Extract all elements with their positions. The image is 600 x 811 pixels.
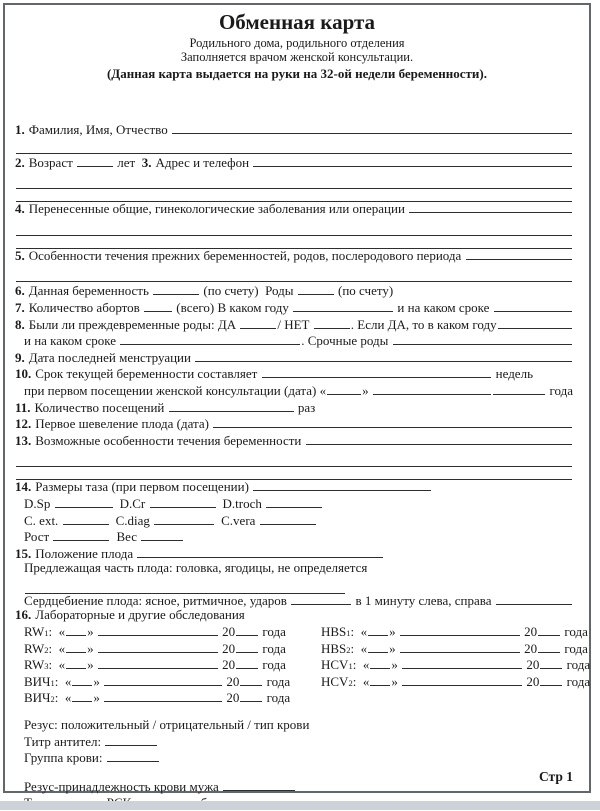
row-5-prev-pregnancies	[15, 247, 573, 264]
form-text: »	[391, 657, 402, 673]
blank-field	[293, 299, 393, 312]
row-16-lab-tests	[15, 608, 573, 623]
item-number: 12.	[15, 416, 32, 432]
row-rhesus-blood	[15, 718, 573, 733]
lab-row-rw3-hcv1	[15, 656, 591, 673]
form-text: »	[389, 640, 399, 656]
spacer	[533, 377, 573, 378]
item-number: 16.	[15, 607, 32, 623]
form-text: »	[362, 382, 372, 398]
document-note: (Данная карта выдается на руки на 32-ой недели беременности).	[106, 66, 488, 81]
row-13-cont-line2	[15, 467, 573, 478]
lab-col-left: ВИЧ 1 : « » 20 года	[24, 673, 291, 689]
form-text: Количество абортов	[28, 299, 144, 315]
row-15-presenting-part	[15, 561, 573, 576]
blank-field	[402, 656, 522, 669]
blank-field	[493, 382, 545, 395]
form-text: года	[561, 624, 588, 640]
blank-field	[144, 299, 172, 312]
blank-field	[370, 673, 390, 686]
lab-col-right: HCV 2 : « » 20 года	[321, 673, 591, 689]
form-text: (всего) В каком году	[173, 299, 293, 315]
fill-line	[409, 200, 572, 213]
row-14-c-measurements	[15, 512, 573, 529]
item-number: 2.	[15, 154, 25, 170]
lab-col-left: RW 2 : « » 20 года	[24, 640, 286, 656]
row-3-cont-line	[15, 176, 573, 187]
form-text: Титр антител:	[24, 733, 105, 749]
form-text: Дата последней менструации	[28, 349, 195, 365]
row-13-pregnancy-features	[15, 432, 573, 449]
form-text: 20	[523, 657, 540, 673]
fill-line	[498, 316, 572, 329]
blank-field	[66, 656, 86, 669]
form-text: года	[546, 382, 573, 398]
blank-field	[402, 673, 522, 686]
blank-field	[253, 478, 431, 491]
lab-col-left: ВИЧ 2 : « » 20 года	[24, 690, 291, 706]
blank-field	[98, 656, 218, 669]
form-text: в 1 минуту слева, справа	[352, 592, 495, 608]
exchange-card-page	[3, 3, 591, 793]
row-15-heartbeat	[15, 592, 573, 609]
item-number: 9.	[15, 349, 25, 365]
form-text: года	[263, 690, 291, 706]
form-text: года	[259, 624, 286, 640]
fill-line	[16, 223, 572, 236]
form-text: Первое шевеление плода (дата)	[35, 416, 213, 432]
form-text: : «	[352, 657, 370, 673]
blank-field	[66, 623, 86, 636]
form-text: / НЕТ	[277, 316, 313, 332]
form-text: (по счету) Роды	[200, 283, 297, 299]
blank-field	[107, 749, 159, 762]
blank-field	[400, 640, 520, 653]
form-text: 20	[520, 624, 538, 640]
form-text: »	[93, 690, 104, 706]
blank-field	[66, 640, 86, 653]
item-number: 15.	[15, 545, 32, 561]
form-text: 20	[520, 640, 538, 656]
blank-field	[240, 689, 262, 702]
row-2-age-3-address	[15, 154, 573, 171]
fill-line	[496, 592, 572, 605]
form-text: года	[259, 657, 286, 673]
form-text: и на каком сроке	[24, 333, 120, 349]
blank-field	[400, 623, 520, 636]
form-text: : «	[352, 673, 370, 689]
blank-field	[137, 545, 383, 558]
form-text: C.diag	[115, 512, 154, 528]
item-number: 5.	[15, 247, 25, 263]
form-text: Возраст	[28, 154, 77, 170]
fill-line	[172, 121, 572, 134]
fill-line	[213, 415, 572, 428]
fill-line	[393, 332, 572, 345]
row-antibody-titer	[15, 733, 573, 750]
blank-field	[540, 656, 562, 669]
row-4-diseases	[15, 200, 573, 217]
blank-field	[236, 640, 258, 653]
item-number: 3.	[141, 154, 152, 170]
blank-field	[236, 623, 258, 636]
blank-field	[260, 512, 316, 525]
form-text: Размеры таза (при первом посещении)	[35, 479, 253, 495]
document-title: Обменная карта	[218, 10, 376, 34]
blank-field	[105, 733, 157, 746]
form-text: HBS	[321, 640, 347, 656]
form-text: Особенности течения прежних беременностей, родов, послеродового периода	[28, 247, 465, 263]
form-text: Положение плода	[35, 545, 137, 561]
item-number: 6.	[15, 283, 25, 299]
form-text: недель	[492, 366, 533, 382]
item-number: 1.	[15, 122, 25, 137]
form-text: Предлежащая часть плода: головка, ягодицы, не определяется	[24, 560, 368, 576]
form-text: 20	[218, 657, 236, 673]
form-text: Перенесенные общие, гинекологические заболевания или операции	[28, 201, 409, 217]
item-number: 4.	[15, 201, 25, 217]
form-text: года	[563, 657, 591, 673]
fill-line	[306, 432, 572, 445]
form-text: Группа крови:	[24, 750, 106, 766]
row-4-cont-line2	[15, 236, 573, 247]
fill-line	[262, 365, 492, 378]
fill-line	[253, 154, 572, 167]
form-body	[5, 121, 589, 811]
scan-edge-strip	[0, 801, 600, 810]
form-text: Вес	[116, 529, 141, 545]
blank-field	[72, 673, 92, 686]
item-number: 10.	[15, 366, 32, 382]
blank-field	[223, 778, 295, 791]
form-text: Резус: положительный / отрицательный / тип крови	[24, 717, 310, 733]
blank-field	[327, 382, 361, 395]
row-15-underline	[15, 581, 573, 592]
fill-line	[16, 141, 572, 154]
blank-field	[154, 512, 214, 525]
form-text: RW	[24, 640, 45, 656]
lab-col-right: HCV 1 : « » 20 года	[321, 657, 591, 673]
blank-field	[291, 592, 351, 605]
blank-field	[298, 282, 334, 295]
form-text: . Срочные роды	[301, 333, 392, 349]
row-4-cont-line	[15, 223, 573, 234]
item-number: 11.	[15, 399, 31, 415]
form-text: 20	[218, 640, 236, 656]
fill-line	[16, 454, 572, 467]
blank-field	[72, 689, 92, 702]
form-text: »	[389, 624, 399, 640]
row-10-cont	[15, 382, 573, 399]
lab-row-vich2	[15, 689, 573, 706]
blank-field	[266, 495, 322, 508]
form-text: »	[87, 640, 97, 656]
row-1-fio	[15, 121, 573, 138]
row-6-current-pregnancy	[15, 282, 573, 299]
form-text: : «	[48, 624, 66, 640]
form-text: ВИЧ	[24, 690, 51, 706]
row-13-cont-line	[15, 454, 573, 465]
form-text: 20	[523, 673, 540, 689]
form-text: . Если ДА, то в каком году	[350, 316, 497, 332]
blank-field	[540, 673, 562, 686]
form-text: Лабораторные и другие обследования	[35, 607, 245, 623]
row-husband-rhesus	[15, 778, 573, 795]
document-header	[5, 5, 589, 81]
form-text: C. ext.	[24, 512, 62, 528]
form-text: Рост	[24, 529, 53, 545]
row-1-cont-line	[15, 141, 573, 152]
row-8-cont	[15, 332, 573, 349]
lab-col-left: RW 3 : « » 20 года	[24, 657, 286, 673]
form-text: ВИЧ	[24, 673, 51, 689]
lab-col-left: RW 1 : « » 20 года	[24, 624, 286, 640]
row-11-visits	[15, 399, 573, 416]
row-14-pelvis-size	[15, 478, 573, 495]
page-number: Стр 1	[538, 769, 573, 784]
row-15-fetal-position	[15, 545, 573, 562]
form-text: »	[391, 673, 402, 689]
form-text: HCV	[321, 673, 349, 689]
blank-field	[53, 528, 109, 541]
form-text: Адрес и телефон	[155, 154, 253, 170]
fill-line	[195, 349, 572, 362]
form-text: : «	[54, 673, 72, 689]
blank-field	[104, 689, 222, 702]
form-text: : «	[48, 640, 66, 656]
item-number: 7.	[15, 299, 25, 315]
row-14-d-measurements	[15, 495, 573, 512]
form-text: раз	[294, 399, 316, 415]
blank-field	[63, 512, 109, 525]
item-number: 13.	[15, 432, 32, 448]
blank-field	[538, 640, 560, 653]
row-blood-group	[15, 749, 573, 766]
form-text: RW	[24, 624, 45, 640]
blank-field	[314, 316, 350, 329]
blank-field	[141, 528, 183, 541]
form-text: Количество посещений	[34, 399, 168, 415]
form-text: : «	[54, 690, 72, 706]
form-text: Резус-принадлежность крови мужа	[24, 778, 223, 794]
form-text: года	[263, 673, 291, 689]
form-text: 20	[223, 673, 240, 689]
form-text: Были ли преждевременные роды: ДА	[28, 316, 240, 332]
blank-field	[370, 656, 390, 669]
lab-col-right: HBS 2 : « » 20 года	[321, 640, 588, 656]
blank-field	[368, 623, 388, 636]
form-text: : «	[48, 657, 66, 673]
fill-line	[494, 299, 572, 312]
blank-field	[77, 154, 113, 167]
blank-field	[104, 673, 222, 686]
form-text: D.Cr	[119, 495, 149, 511]
row-7-abortions	[15, 299, 573, 316]
item-number: 14.	[15, 479, 32, 495]
form-text: 20	[218, 624, 236, 640]
row-12-fetal-movement	[15, 415, 573, 432]
form-text: D.Sp	[24, 495, 54, 511]
blank-field	[153, 282, 199, 295]
form-text: Срок текущей беременности составляет	[35, 366, 261, 382]
form-text: при первом посещении женской консультации (дата) «	[24, 382, 327, 398]
row-10-term	[15, 365, 573, 382]
form-text: : «	[350, 640, 368, 656]
row-5-cont-line	[15, 269, 573, 280]
row-3-cont-line2	[15, 189, 573, 200]
form-text: »	[87, 657, 97, 673]
lab-row-vich1-hcv2	[15, 673, 591, 690]
blank-field	[98, 623, 218, 636]
lab-col-right: HBS 1 : « » 20 года	[321, 624, 588, 640]
fill-line	[466, 247, 572, 260]
form-text: HBS	[321, 624, 347, 640]
row-14-height-weight	[15, 528, 573, 545]
form-text: и на каком сроке	[394, 299, 493, 315]
fill-line	[16, 176, 572, 189]
form-text: Возможные особенности течения беременности	[35, 432, 305, 448]
form-text: RW	[24, 657, 45, 673]
item-number: 8.	[15, 316, 25, 332]
form-text: »	[93, 673, 104, 689]
document-subtitle-2: Заполняется врачом женской консультации.	[180, 49, 414, 64]
form-text: »	[87, 624, 97, 640]
lab-row-rw1-hbs1	[15, 623, 588, 640]
row-9-last-menstruation	[15, 349, 573, 366]
blank-field	[150, 495, 216, 508]
blank-field	[55, 495, 113, 508]
form-text: года	[259, 640, 286, 656]
form-text: D.troch	[222, 495, 266, 511]
form-text: Фамилия, Имя, Отчество	[28, 122, 171, 137]
blank-field	[240, 673, 262, 686]
form-text: : «	[350, 624, 368, 640]
form-text: (по счету)	[334, 283, 394, 299]
form-text: Данная беременность	[28, 283, 153, 299]
blank-field	[120, 332, 300, 345]
document-subtitle-1: Родильного дома, родильного отделения	[189, 36, 405, 50]
form-text: лет	[114, 154, 142, 170]
fill-line	[373, 382, 491, 395]
form-text: Сердцебиение плода: ясное, ритмичное, ударов	[24, 592, 291, 608]
form-text: года	[563, 673, 591, 689]
form-text: года	[561, 640, 588, 656]
blank-field	[98, 640, 218, 653]
blank-field	[538, 623, 560, 636]
fill-line	[16, 269, 572, 282]
form-text: 20	[223, 690, 240, 706]
blank-field	[169, 399, 294, 412]
form-text: HCV	[321, 657, 349, 673]
blank-field	[240, 316, 276, 329]
blank-field	[368, 640, 388, 653]
lab-row-rw2-hbs2	[15, 640, 588, 657]
row-8-premature-birth	[15, 316, 573, 333]
form-text: C.vera	[221, 512, 259, 528]
blank-field	[236, 656, 258, 669]
